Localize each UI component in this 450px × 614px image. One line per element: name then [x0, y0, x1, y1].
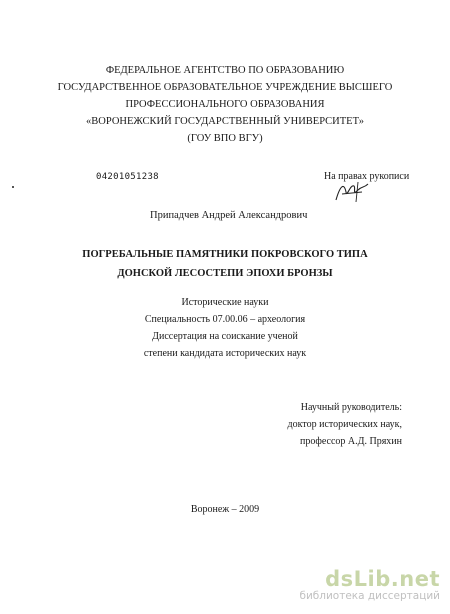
author-name: Припадчев Андрей Александрович — [150, 210, 308, 221]
watermark-logo[interactable]: dsLib.net — [325, 567, 440, 591]
institution-header — [0, 62, 450, 147]
header-line: ГОСУДАРСТВЕННОЕ ОБРАЗОВАТЕЛЬНОЕ УЧРЕЖДЕНИЕ ВЫСШЕГО — [57, 82, 393, 93]
city-year: Воронеж – 2009 — [190, 504, 260, 515]
supervisor-block — [288, 399, 402, 450]
supervisor-line: Научный руководитель: — [300, 402, 402, 413]
dissertation-title — [0, 245, 450, 283]
header-line: ПРОФЕССИОНАЛЬНОГО ОБРАЗОВАНИЯ — [125, 99, 325, 110]
header-line: ФЕДЕРАЛЬНОЕ АГЕНТСТВО ПО ОБРАЗОВАНИЮ — [105, 65, 345, 76]
watermark-subtitle: библиотека диссертаций — [299, 590, 440, 602]
specs-line: Исторические науки — [181, 297, 269, 308]
specs-line: Диссертация на соискание ученой — [152, 331, 298, 342]
specs-line: степени кандидата исторических наук — [143, 348, 307, 359]
supervisor-line: профессор А.Д. Пряхин — [300, 436, 402, 447]
specialty-block — [0, 294, 450, 362]
title-line: ДОНСКОЙ ЛЕСОСТЕПИ ЭПОХИ БРОНЗЫ — [117, 268, 333, 279]
header-line: «ВОРОНЕЖСКИЙ ГОСУДАРСТВЕННЫЙ УНИВЕРСИТЕТ» — [86, 116, 364, 127]
document-number: 04201051238 — [96, 172, 159, 182]
header-line: (ГОУ ВПО ВГУ) — [187, 133, 263, 144]
specs-line: Специальность 07.00.06 – археология — [144, 314, 306, 325]
signature-icon — [332, 178, 372, 206]
title-line: ПОГРЕБАЛЬНЫЕ ПАМЯТНИКИ ПОКРОВСКОГО ТИПА — [82, 249, 368, 260]
watermark[interactable] — [299, 568, 440, 603]
scan-speck — [12, 186, 14, 188]
supervisor-line: доктор исторических наук, — [287, 419, 402, 430]
rights-note: На правах рукописи — [324, 171, 410, 182]
